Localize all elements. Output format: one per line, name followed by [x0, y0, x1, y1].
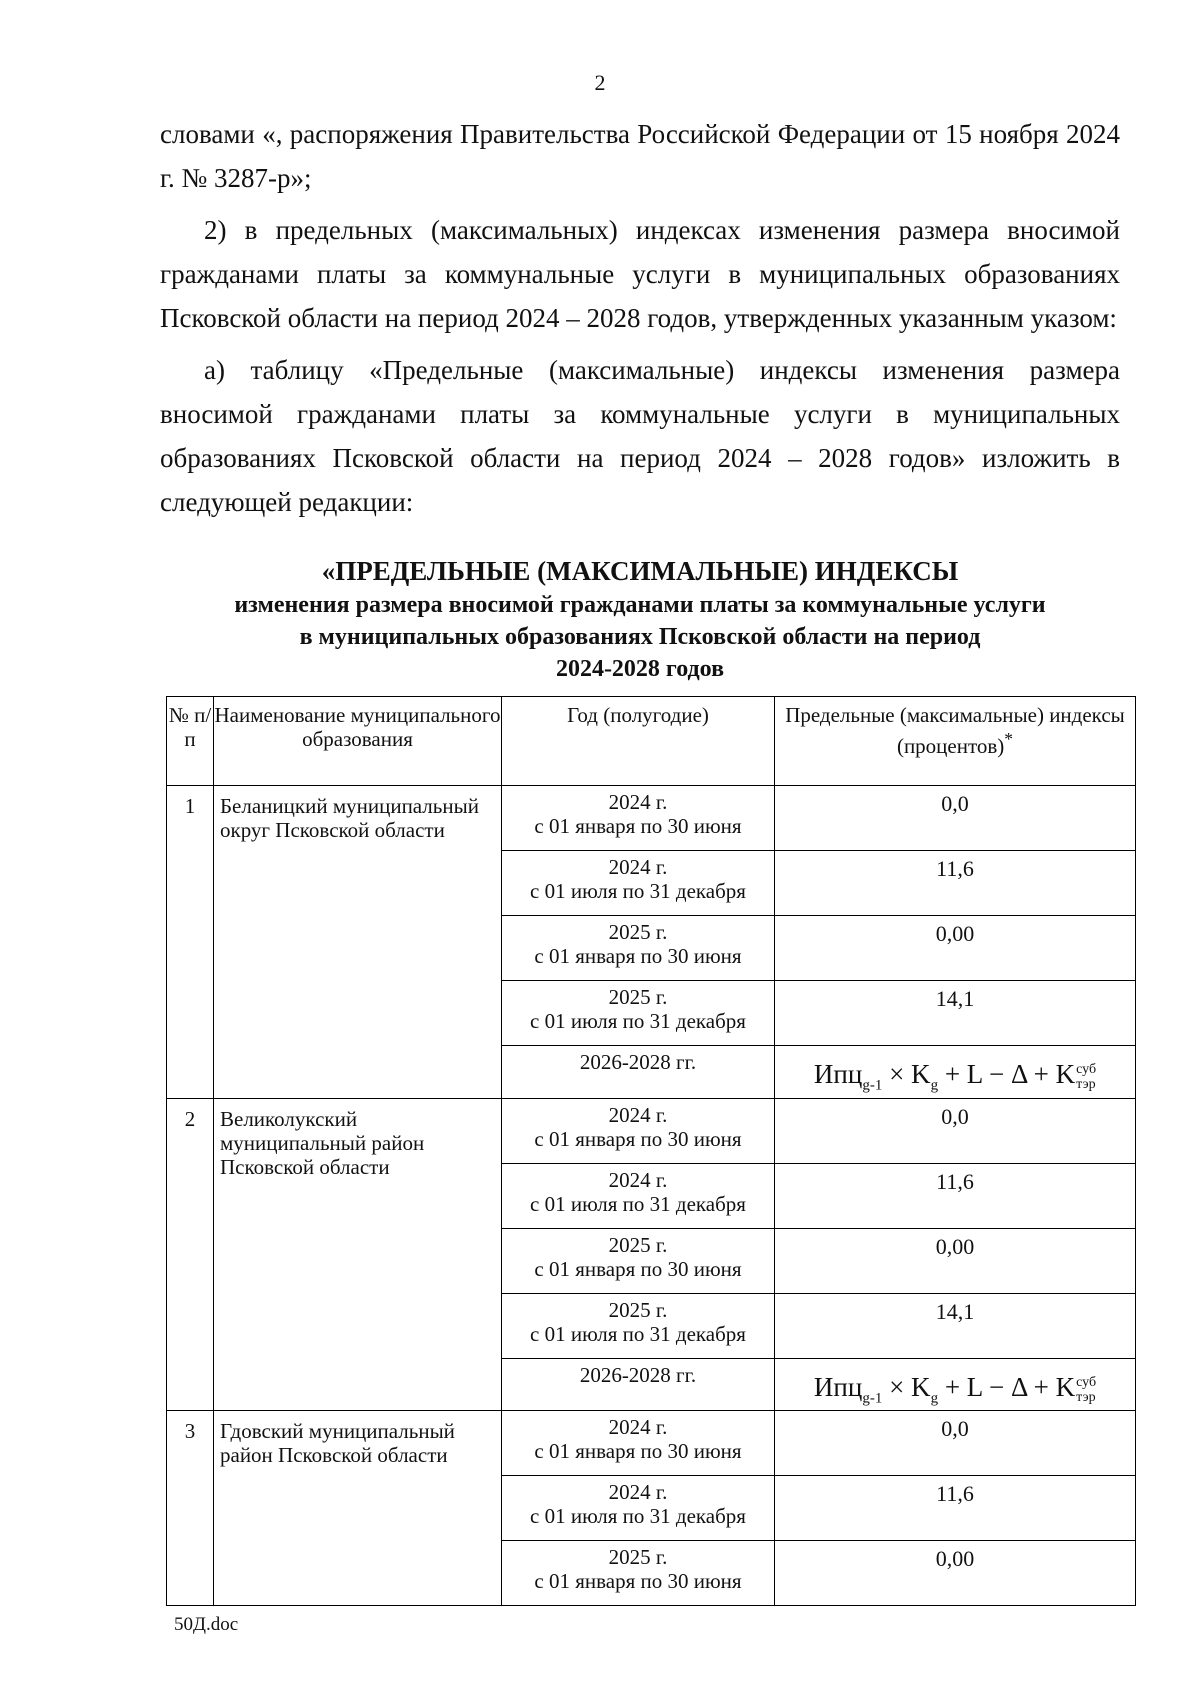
formula-times: × K	[882, 1371, 931, 1402]
period-cell	[502, 1228, 775, 1293]
index-value: 11,6	[775, 1476, 1136, 1541]
table-title	[150, 553, 1130, 685]
formula-times: × K	[882, 1059, 931, 1090]
formula-k-subscript: тэр	[1076, 1389, 1096, 1405]
period-year: 2024 г.	[608, 790, 668, 814]
period-year: 2024 г.	[608, 1102, 668, 1127]
period-range: с 01 января по 30 июня	[534, 814, 742, 838]
period-year: 2025 г.	[608, 985, 668, 1009]
period-cell	[502, 1163, 775, 1228]
period-year: 2026-2028 гг.	[579, 1050, 697, 1074]
period-year: 2025 г.	[608, 1297, 668, 1322]
table-title-line: изменения размера вносимой гражданами платы за коммунальные услуги	[234, 592, 1046, 618]
period-cell	[502, 1046, 775, 1099]
period-range: с 01 июля по 31 декабря	[530, 879, 746, 903]
period-cell	[502, 1293, 775, 1358]
formula-supsub	[1076, 1375, 1096, 1405]
index-value: 0,00	[775, 1228, 1136, 1293]
formula-base: Ипц	[813, 1059, 863, 1090]
table-body	[167, 786, 1136, 1606]
index-value: 14,1	[775, 981, 1136, 1046]
row-number: 1	[167, 786, 214, 1099]
paragraph-item-a: а) таблицу «Предельные (максимальные) индексы изменения размера вносимой гражданами платы за коммунальные услуги в муниципальных образованиях Псковской области на период 2024 – 2028 годов» изложить в следующей редакции:	[160, 355, 1120, 517]
formula-rest: + L − Δ + K	[938, 1371, 1076, 1402]
header-num: № п/п	[167, 697, 214, 786]
index-formula	[775, 1365, 1135, 1411]
period-cell	[502, 1098, 775, 1163]
index-value: 11,6	[775, 1163, 1136, 1228]
municipality-name: Великолукский муниципальный район Псковской области	[214, 1098, 502, 1411]
index-value	[775, 1046, 1136, 1099]
table-title-line: «ПРЕДЕЛЬНЫЕ (МАКСИМАЛЬНЫЕ) ИНДЕКСЫ	[321, 556, 959, 586]
header-index	[775, 697, 1136, 786]
index-value: 0,0	[775, 786, 1136, 851]
period-year: 2024 г.	[608, 855, 668, 879]
indices-table	[166, 696, 1136, 1606]
paragraph-item-2: 2) в предельных (максимальных) индексах изменения размера вносимой гражданами платы за коммунальные услуги в муниципальных образованиях Псковской области на период 2024 – 2028 годов, утвержденных указанным указом:	[160, 215, 1120, 333]
period-range: с 01 января по 30 июня	[534, 1569, 742, 1594]
period-range: с 01 июля по 31 декабря	[530, 1321, 746, 1346]
formula-supsub	[1076, 1062, 1096, 1092]
period-range: с 01 июля по 31 декабря	[530, 1504, 746, 1529]
table-row	[167, 786, 1136, 851]
period-cell	[502, 1541, 775, 1606]
period-year: 2025 г.	[608, 1232, 668, 1257]
period-cell	[502, 1358, 775, 1411]
period-year: 2024 г.	[608, 1480, 668, 1505]
formula-base: Ипц	[813, 1371, 863, 1402]
period-range: с 01 июля по 31 декабря	[530, 1191, 746, 1216]
period-cell	[502, 851, 775, 916]
index-value: 0,0	[775, 1411, 1136, 1476]
municipality-name: Беланицкий муниципальный округ Псковской области	[214, 786, 502, 1099]
period-year: 2026-2028 гг.	[579, 1362, 697, 1387]
period-range: с 01 января по 30 июня	[534, 1439, 742, 1464]
header-name: Наименование муниципального образования	[214, 697, 502, 786]
index-formula	[775, 1052, 1135, 1098]
period-range: с 01 января по 30 июня	[534, 1256, 742, 1281]
formula-base-sub: g-1	[862, 1390, 883, 1407]
footnote-mark: *	[1004, 729, 1014, 749]
period-range: с 01 января по 30 июня	[534, 1126, 742, 1151]
header-index-label: Предельные (максимальные) индексы (процентов)	[785, 703, 1125, 758]
period-year: 2024 г.	[608, 1415, 668, 1440]
index-value: 0,0	[775, 1098, 1136, 1163]
index-value: 0,00	[775, 1541, 1136, 1606]
period-year: 2024 г.	[608, 1167, 668, 1192]
header-period: Год (полугодие)	[502, 697, 775, 786]
index-value	[775, 1358, 1136, 1411]
page-number: 2	[594, 70, 606, 95]
row-number: 3	[167, 1411, 214, 1606]
period-range: с 01 января по 30 июня	[534, 944, 742, 968]
index-value: 14,1	[775, 1293, 1136, 1358]
formula-k-sup: суб	[1076, 1062, 1097, 1077]
table-row	[167, 1098, 1136, 1163]
municipality-name: Гдовский муниципальный район Псковской области	[214, 1411, 502, 1606]
formula-k-sub: g	[930, 1390, 939, 1407]
table-row	[167, 1411, 1136, 1476]
period-cell	[502, 981, 775, 1046]
row-number: 2	[167, 1098, 214, 1411]
formula-k-subscript: тэр	[1076, 1077, 1096, 1092]
formula-k-sup: суб	[1076, 1374, 1097, 1390]
file-name-footer: 50Д.doc	[174, 1614, 239, 1635]
period-cell	[502, 786, 775, 851]
table-header-row	[167, 697, 1136, 786]
period-year: 2025 г.	[608, 1545, 668, 1570]
table-title-line: 2024-2028 годов	[555, 656, 725, 682]
formula-base-sub: g-1	[862, 1077, 883, 1094]
body-text	[160, 112, 1120, 532]
period-cell	[502, 1411, 775, 1476]
table-title-line: в муниципальных образованиях Псковской области на период	[299, 624, 981, 650]
index-value: 11,6	[775, 851, 1136, 916]
period-range: с 01 июля по 31 декабря	[530, 1009, 746, 1033]
period-year: 2025 г.	[608, 920, 668, 944]
formula-rest: + L − Δ + K	[938, 1059, 1076, 1090]
index-value: 0,00	[775, 916, 1136, 981]
period-cell	[502, 916, 775, 981]
paragraph-continuation: словами «, распоряжения Правительства Российской Федерации от 15 ноября 2024 г. № 3287-р»;	[160, 119, 1120, 193]
period-cell	[502, 1476, 775, 1541]
formula-k-sub: g	[930, 1077, 939, 1094]
